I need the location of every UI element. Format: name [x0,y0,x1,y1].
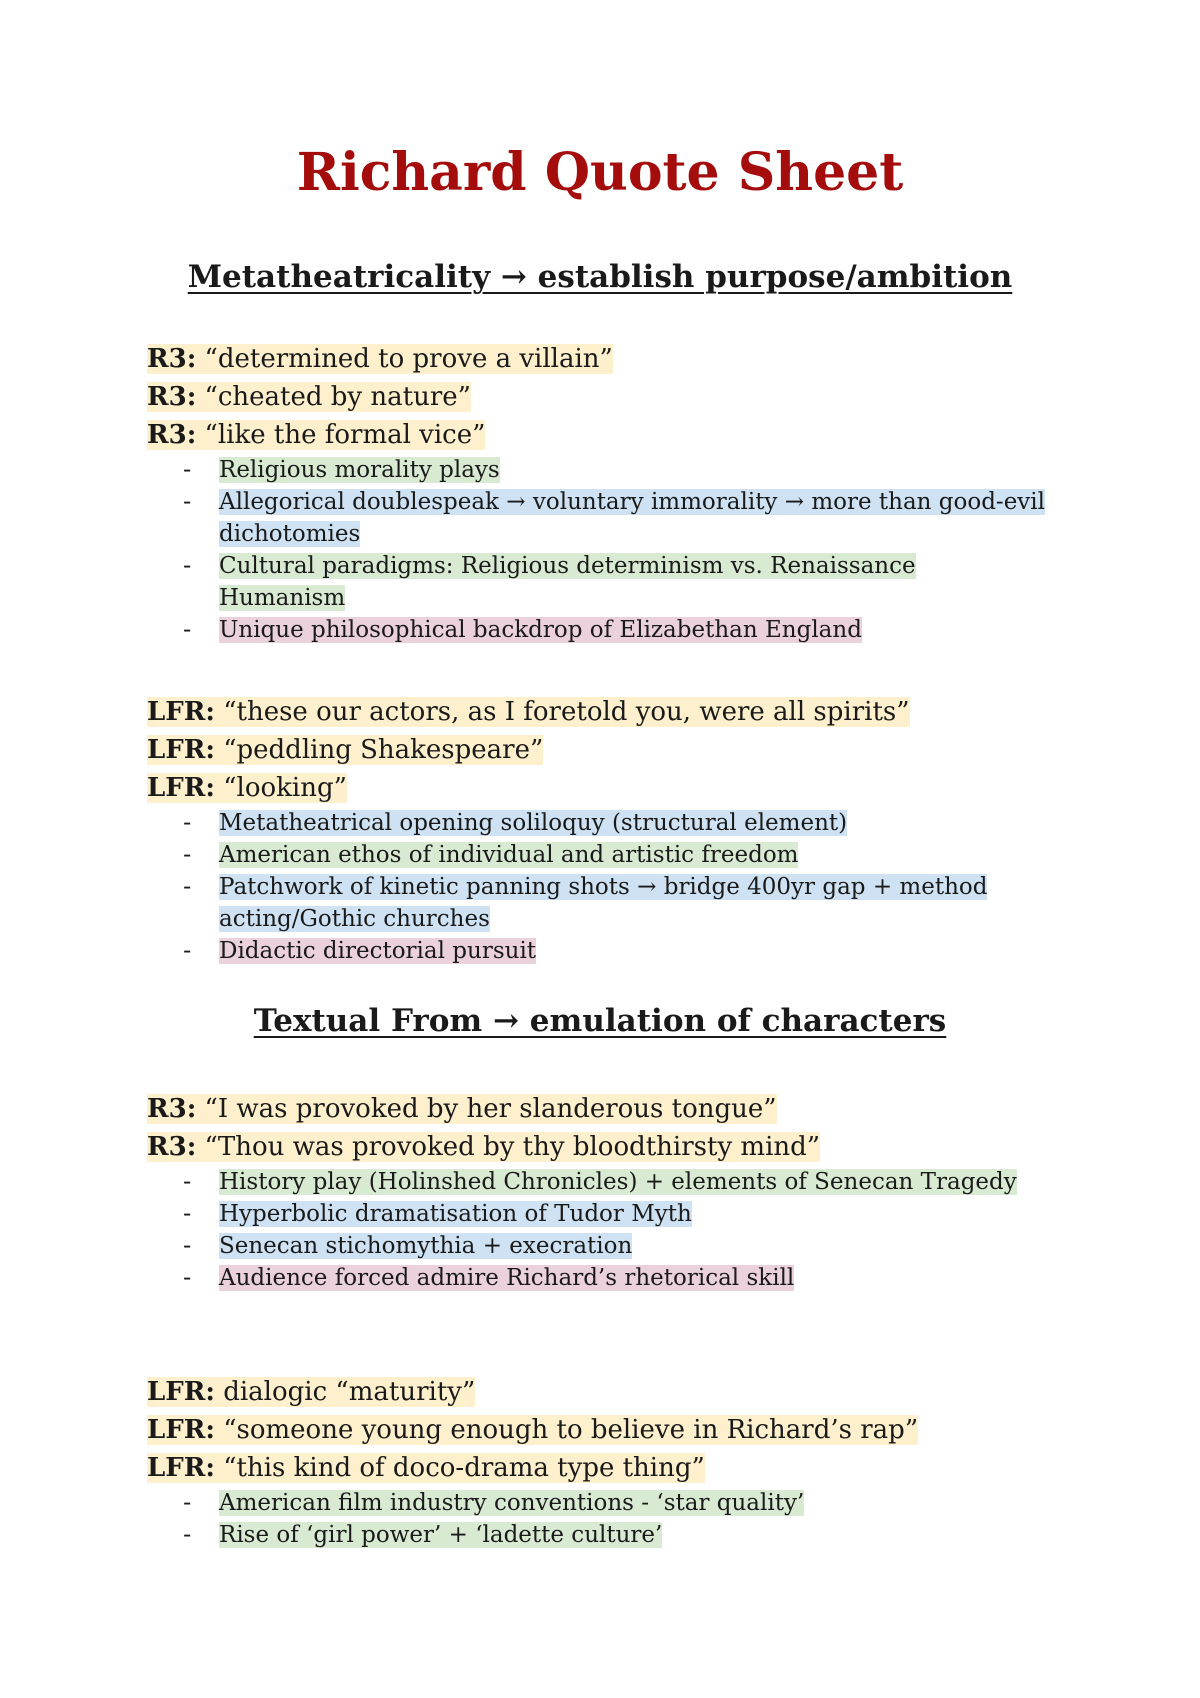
bullet-text: Audience forced admire Richard’s rhetorical skill [219,1265,795,1291]
quote-text: “someone young enough to believe in Richard’s rap” [214,1415,919,1445]
bullet-text: Cultural paradigms: Religious determinism vs. Renaissance Humanism [219,553,916,611]
quote-group-lfr-metatheatre [147,693,1047,967]
bullet-text: History play (Holinshed Chronicles) + elements of Senecan Tragedy [219,1169,1017,1195]
speaker-label: LFR: [147,1377,215,1407]
quote-line [147,1449,1047,1487]
bullet-text: Metatheatrical opening soliloquy (structural element) [219,810,848,836]
quote-line [147,769,1047,807]
dash-bullet: - [183,842,192,868]
dash-bullet: - [183,810,192,836]
quote-text: “Thou was provoked by thy bloodthirsty mind” [196,1132,821,1162]
quote-line [147,416,1047,454]
quote-line [147,1128,1047,1166]
quote-line [147,731,1047,769]
speaker-label: LFR: [147,773,215,803]
list-item [147,1262,1047,1294]
list-item [147,1198,1047,1230]
speaker-label: LFR: [147,697,215,727]
quote-text: “these our actors, as I foretold you, were all spirits” [214,697,910,727]
page-title: Richard Quote Sheet [296,142,904,203]
dash-bullet: - [183,938,192,964]
bullet-text: Patchwork of kinetic panning shots → bridge 400yr gap + method acting/Gothic churches [219,874,988,932]
quote-line [147,378,1047,416]
list-item [147,486,1047,550]
bullet-text: Unique philosophical backdrop of Elizabethan England [219,617,862,643]
list-item [147,614,1047,646]
quote-group-lfr-textual [147,1373,1047,1551]
speaker-label: R3: [147,1094,197,1124]
list-item [147,1519,1047,1551]
bullet-text: American ethos of individual and artistic freedom [219,842,799,868]
quote-group-r3-metatheatre [147,340,1047,646]
dash-bullet: - [183,874,192,900]
speaker-label: LFR: [147,735,215,765]
quote-text: “cheated by nature” [196,382,471,412]
speaker-label: R3: [147,344,197,374]
bullet-text: American film industry conventions - ‘star quality’ [219,1490,805,1516]
list-item [147,1230,1047,1262]
dash-bullet: - [183,457,192,483]
dash-bullet: - [183,1201,192,1227]
analysis-list [147,807,1047,967]
bullet-text: Rise of ‘girl power’ + ‘ladette culture’ [219,1522,663,1548]
list-item [147,839,1047,871]
bullet-text: Didactic directorial pursuit [219,938,537,964]
quote-text: dialogic “maturity” [214,1377,476,1407]
section-heading-metatheatricality: Metatheatricality → establish purpose/ambition [187,259,1013,295]
list-item [147,871,1047,935]
quote-text: “like the formal vice” [196,420,486,450]
dash-bullet: - [183,553,192,579]
bullet-text: Religious morality plays [219,457,500,483]
list-item [147,1166,1047,1198]
section-heading-textual-form: Textual From → emulation of characters [253,1003,947,1039]
quote-line [147,340,1047,378]
dash-bullet: - [183,489,192,515]
list-item [147,550,1047,614]
analysis-list [147,1487,1047,1551]
speaker-label: R3: [147,1132,197,1162]
analysis-list [147,1166,1047,1294]
dash-bullet: - [183,1233,192,1259]
list-item [147,1487,1047,1519]
quote-line [147,1373,1047,1411]
dash-bullet: - [183,1522,192,1548]
speaker-label: R3: [147,382,197,412]
list-item [147,807,1047,839]
speaker-label: LFR: [147,1453,215,1483]
dash-bullet: - [183,1265,192,1291]
quote-line [147,1090,1047,1128]
bullet-text: Allegorical doublespeak → voluntary immorality → more than good-evil dichotomies [219,489,1046,547]
bullet-text: Senecan stichomythia + execration [219,1233,633,1259]
quote-text: “peddling Shakespeare” [214,735,544,765]
quote-group-r3-textual [147,1090,1047,1294]
quote-text: “this kind of doco-drama type thing” [214,1453,705,1483]
dash-bullet: - [183,617,192,643]
list-item [147,935,1047,967]
quote-text: “looking” [214,773,347,803]
list-item [147,454,1047,486]
dash-bullet: - [183,1490,192,1516]
dash-bullet: - [183,1169,192,1195]
speaker-label: R3: [147,420,197,450]
quote-line [147,1411,1047,1449]
quote-text: “I was provoked by her slanderous tongue” [196,1094,777,1124]
analysis-list [147,454,1047,646]
speaker-label: LFR: [147,1415,215,1445]
quote-line [147,693,1047,731]
bullet-text: Hyperbolic dramatisation of Tudor Myth [219,1201,692,1227]
quote-text: “determined to prove a villain” [196,344,613,374]
